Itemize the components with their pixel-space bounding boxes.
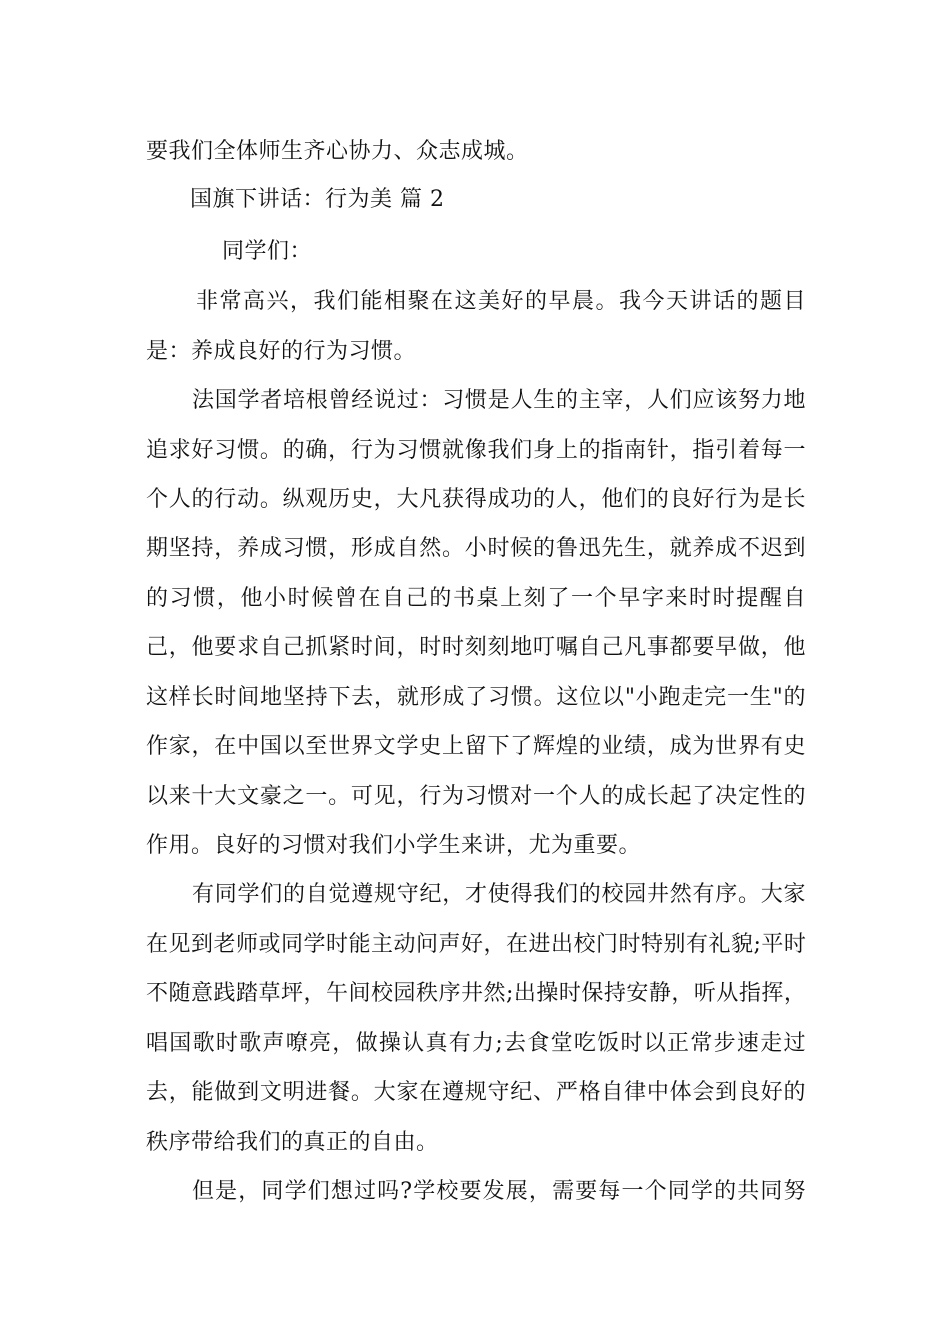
salutation: 同学们： xyxy=(222,239,313,264)
text-line: 作用。良好的习惯对我们小学生来讲，尤为重要。 xyxy=(146,833,642,858)
text-line: 非常高兴，我们能相聚在这美好的早晨。我今天讲话的题目 xyxy=(196,289,806,314)
text-line: 在见到老师或同学时能主动问声好，在进出校门时特别有礼貌;平时 xyxy=(146,932,807,957)
text-line: 期坚持，养成习惯，形成自然。小时候的鲁迅先生，就养成不迟到 xyxy=(146,536,806,561)
text-line: 这样长时间地坚持下去，就形成了习惯。这位以"小跑走完一生"的 xyxy=(146,685,806,710)
text-line: 唱国歌时歌声嘹亮，做操认真有力;去食堂吃饭时以正常步速走过 xyxy=(146,1031,806,1056)
text-line: 但是，同学们想过吗?学校要发展，需要每一个同学的共同努 xyxy=(192,1179,807,1204)
text-line: 己，他要求自己抓紧时间，时时刻刻地叮嘱自己凡事都要早做，他 xyxy=(146,635,806,660)
text-line: 有同学们的自觉遵规守纪，才使得我们的校园井然有序。大家 xyxy=(192,882,806,907)
text-line: 个人的行动。纵观历史，大凡获得成功的人，他们的良好行为是长 xyxy=(146,487,806,512)
text-line: 去，能做到文明进餐。大家在遵规守纪、严格自律中体会到良好的 xyxy=(146,1080,806,1105)
text-line: 追求好习惯。的确，行为习惯就像我们身上的指南针，指引着每一 xyxy=(146,438,806,463)
section-heading: 国旗下讲话：行为美 篇 2 xyxy=(190,187,445,212)
text-line: 以来十大文豪之一。可见，行为习惯对一个人的成长起了决定性的 xyxy=(146,784,806,809)
text-line: 不随意践踏草坪，午间校园秩序井然;出操时保持安静，听从指挥， xyxy=(146,981,807,1006)
text-line: 的习惯，他小时候曾在自己的书桌上刻了一个早字来时时提醒自 xyxy=(146,586,806,611)
text-line: 秩序带给我们的真正的自由。 xyxy=(146,1130,439,1155)
text-line: 要我们全体师生齐心协力、众志成城。 xyxy=(146,139,529,164)
text-line: 法国学者培根曾经说过：习惯是人生的主宰，人们应该努力地 xyxy=(192,388,806,413)
text-line: 作家，在中国以至世界文学史上留下了辉煌的业绩，成为世界有史 xyxy=(146,734,806,759)
text-line: 是：养成良好的行为习惯。 xyxy=(146,339,417,364)
